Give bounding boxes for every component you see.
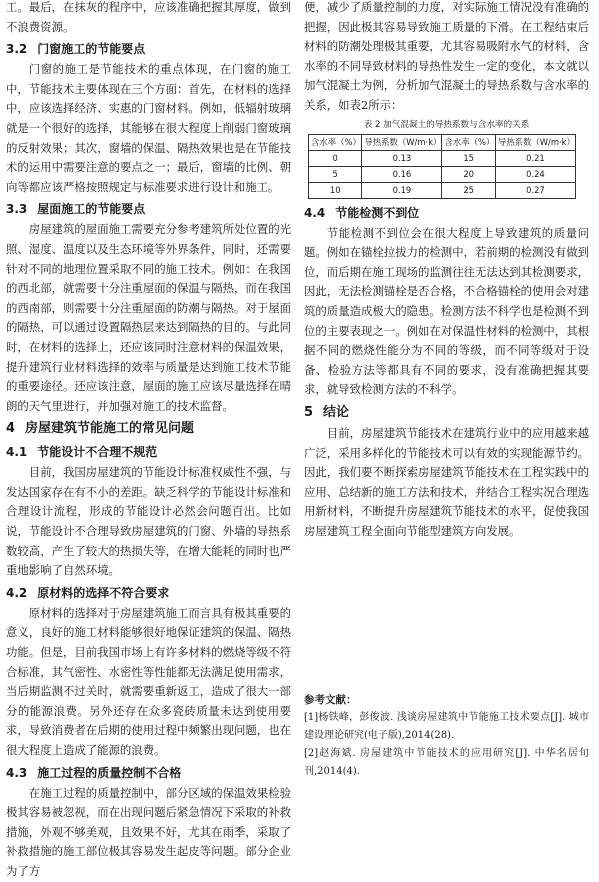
- right-column: [304, 0, 589, 781]
- section-number: 4.1: [6, 445, 28, 460]
- section-number: 4.2: [6, 585, 28, 600]
- section-5-body: 目前，房屋建筑节能技术在建筑行业中的应用越来越广泛，采用多样化的节能技术可以有效的实现能源节约。因此，我们要不断探索房屋建筑节能技术在工程实践中的应用、总结新的施工方法和技术，并结合工程实况合理选用新材料，不断提升房屋建筑节能技术的水平，促使我国房屋建筑工程全面向节能型建筑方向发展。: [304, 425, 589, 538]
- data-table: [308, 134, 576, 199]
- table-cell: 20: [442, 166, 495, 182]
- table-cell: 0.27: [495, 182, 575, 198]
- table-cell: 0.13: [362, 150, 442, 166]
- section-number: 3.3: [6, 202, 28, 217]
- table-row: [309, 182, 576, 198]
- table-cell: 0.24: [495, 166, 575, 182]
- table-cell: 0.21: [495, 150, 575, 166]
- table-header-cell: 含水率（%）: [309, 134, 362, 150]
- reference-item: [1]杨铁峰，彭俊波. 浅谈房屋建筑中节能施工技术要点[J]. 城市建设理论研究(电子版),2014(28).: [304, 712, 589, 742]
- table-cell: 0.19: [362, 182, 442, 198]
- section-4-1-heading: [6, 442, 291, 463]
- references-title: 参考文献：: [304, 694, 357, 707]
- table-row: [309, 166, 576, 182]
- table-header-cell: 含水率（%）: [442, 134, 495, 150]
- section-4-4-body: 节能检测不到位会在很大程度上导致建筑的质量问题。例如在锚栓拉拔力的检测中，若前期的检测没有做到位，而后期在施工现场的监测往往无法达到其检测要求，因此，无法检测锚栓是否合格，不合格锚栓的使用会对建筑的质量造成极大的隐患。检测方法不科学也是检测不到位的主要表现之一。例如在对保温性材料的检测中，其根据不同的燃烧性能分为不同的等级，而不同等级对于设备、检验方法等都具有不同的要求，没有准确把握其要求，就导致检测方法的不科学。: [304, 225, 589, 397]
- section-4-2-heading: [6, 583, 291, 604]
- section-3-2-heading: [6, 39, 291, 60]
- section-3-2-body: 门窗的施工是节能技术的重点体现，在门窗的施工中，节能技术主要体现在三个方面：首先，在材料的选择中，应该选择经济、实惠的门窗材料。例如，低辐射玻璃就是一个很好的选择，其能够在很大程度上削弱门窗玻璃的反射效果；其次，窗墙的保温、隔热效果也是在节能技术的运用中需要注意的要点之一；最后，窗墙的比例、朝向等都应该严格按照规定与标准要求进行设计和施工。: [6, 62, 291, 194]
- table-header-row: [309, 134, 576, 150]
- left-column: [6, 0, 291, 882]
- section-4-heading: [6, 418, 291, 440]
- section-number: 4: [6, 421, 16, 437]
- section-number: 5: [304, 404, 314, 420]
- table-cell: 10: [309, 182, 362, 198]
- table-cell: 5: [309, 166, 362, 182]
- section-title: 结论: [323, 404, 350, 420]
- section-number: 3.2: [6, 42, 28, 57]
- section-4-1-body: 目前，我国房屋建筑的节能设计标准权威性不强，与发达国家存在有不小的差距。缺乏科学的节能设计标准和合理设计流程，形成的节能设计必然会问题百出。比如说，节能设计不合理导致房屋建筑的门窗、外墙的导热系数较高，产生了较大的热损失等，在增大能耗的同时也严重地影响了自然环境。: [6, 465, 291, 578]
- paragraph-continuation: 便，减少了质量控制的力度，对实际施工情况没有准确的把握，因此极其容易导致施工质量的下滑。在工程结束后材料的防潮处理极其重要，尤其容易吸附水气的材料，含水率的不同导致材料的导热性发生一定的变化，本文就以加气混凝土为例，分析加气混凝土的导热系数与含水率的关系，如表2所示：: [304, 0, 589, 112]
- section-4-3-heading: [6, 763, 291, 784]
- section-title: 门窗施工的节能要点: [37, 42, 146, 57]
- paragraph-continuation: 工。最后，在抹灰的程序中，应该准确把握其厚度，做到不浪费资源。: [6, 0, 291, 34]
- reference-item: [2]赵海斌. 房屋建筑中节能技术的应用研究[J]. 中华名居旬刊,2014(4).: [304, 748, 589, 778]
- section-number: 4.3: [6, 765, 28, 780]
- section-title: 原材料的选择不符合要求: [37, 585, 170, 600]
- section-4-3-body: 在施工过程的质量控制中，部分区域的保温效果检验极其容易被忽视，而在出现问题后紧急情况下采取的补救措施，外观不够美观，且效果不好，尤其在雨季，采取了补救措施的施工部位极其容易发生起皮等问题。部分企业为了方: [6, 785, 291, 878]
- table-cell: 15: [442, 150, 495, 166]
- section-title: 屋面施工的节能要点: [37, 202, 146, 217]
- table-cell: 0: [309, 150, 362, 166]
- table-header-cell: 导热系数（W/m·k）: [362, 134, 442, 150]
- table-cell: 25: [442, 182, 495, 198]
- section-3-3-body: 房屋建筑的屋面施工需要充分参考建筑所处位置的光照、湿度、温度以及生态环境等外界条件，同时，还需要针对不同的地理位置采取不同的施工技术。例如：在我国的西北部，就需要十分注重屋面的保温与隔热，而在我国的西南部，则需要十分注重屋面的防潮与隔热。对于屋面的隔热，可以通过设置隔热层来达到隔热的目的。与此同时，在材料的选择上，还应该同时注意材料的保温效果，提升建筑行业材料选择的效率与质量是达到施工技术节能的重要途径。还应该注意，屋面的施工应该尽量选择在晴朗的天气里进行，并加强对施工的技术监督。: [6, 222, 291, 413]
- section-title: 节能检测不到位: [335, 205, 420, 220]
- table-header-cell: 导热系数（W/m·k）: [495, 134, 575, 150]
- table-cell: 0.16: [362, 166, 442, 182]
- section-title: 施工过程的质量控制不合格: [37, 765, 182, 780]
- section-4-4-heading: [304, 203, 589, 224]
- table-row: [309, 150, 576, 166]
- section-number: 4.4: [304, 205, 326, 220]
- section-title: 房屋建筑节能施工的常见问题: [25, 421, 195, 437]
- section-5-heading: [304, 402, 589, 424]
- section-title: 节能设计不合理不规范: [37, 445, 158, 460]
- section-3-3-heading: [6, 199, 291, 220]
- section-4-2-body: 原材料的选择对于房屋建筑施工而言具有极其重要的意义，良好的施工材料能够很好地保证建筑的保温、隔热功能。但是，目前我国市场上有许多材料的燃烧等级不符合标准，其气密性、水密性等性能都无法满足使用需求，当后期监测不过关时，就需要重新返工，造成了很大一部分的能源浪费。另外还存在众多瓷砖质量未达到使用要求，导致消费者在后期的使用过程中频繁出现问题，也在很大程度上造成了能源的浪费。: [6, 605, 291, 757]
- table-caption: 表 2 加气混凝土的导热系数与含水率的关系: [363, 119, 530, 130]
